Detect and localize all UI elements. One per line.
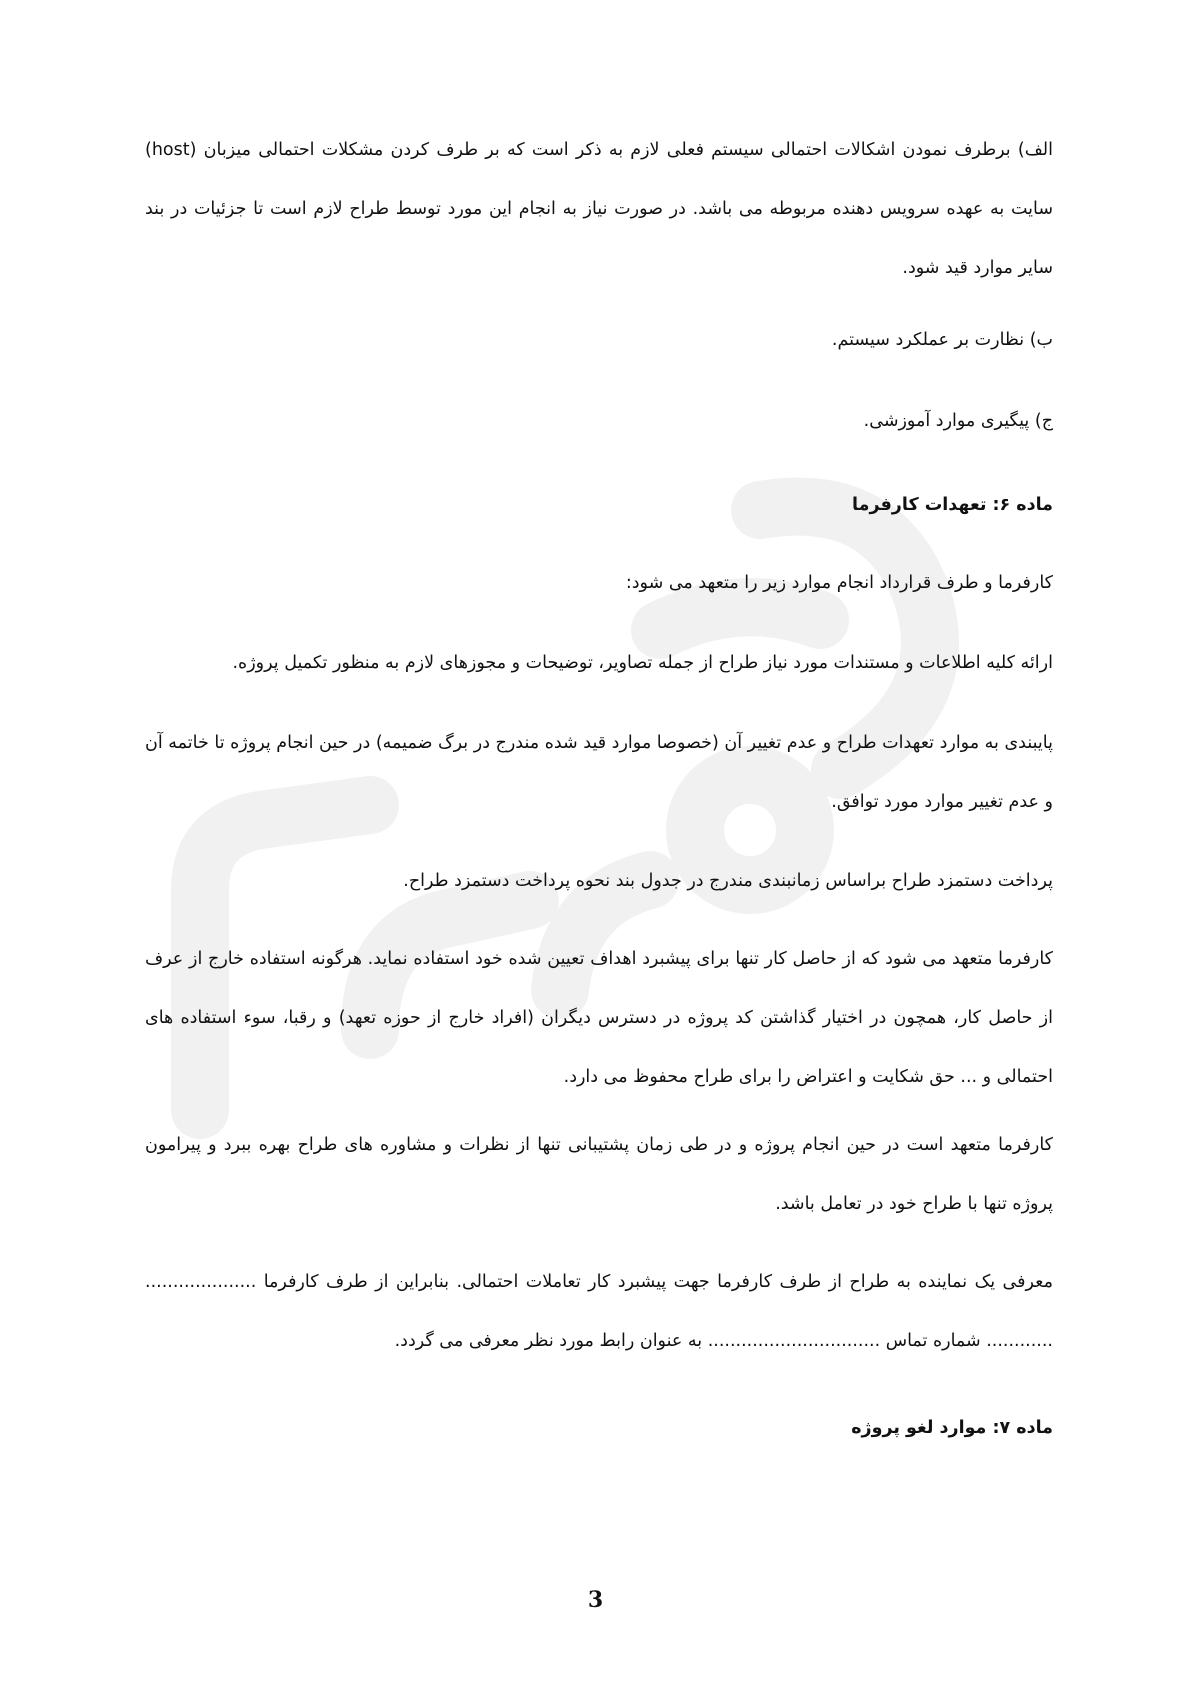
paragraph-payment: پرداخت دستمزد طراح براساس زمانبندی مندرج در جدول بند نحوه پرداخت دستمزد طراح. bbox=[403, 871, 1053, 891]
paragraph-consultation: کارفرما متعهد است در حین انجام پروژه و در طی زمان پشتیبانی تنها از نظرات و مشاوره های طراح بهره ببرد و پیرامون پروژه تنها با طراح خود در تعامل باشد. bbox=[145, 1135, 1053, 1214]
heading-article-6: ماده ۶: تعهدات کارفرما bbox=[852, 495, 1053, 515]
paragraph-be: ب) نظارت بر عملکرد سیستم. bbox=[831, 330, 1053, 350]
paragraph-provide-info: ارائه کلیه اطلاعات و مستندات مورد نیاز طراح از جمله تصاویر، توضیحات و مجوزهای لازم به منظور تکمیل پروژه. bbox=[232, 653, 1053, 673]
paragraph-alef: الف) برطرف نمودن اشکالات احتمالی سیستم فعلی لازم به ذکر است که بر طرف کردن مشکلات احتمالی میزبان (host) سایت به عهده سرویس دهنده مربوطه می باشد. در صورت نیاز به انجام این مورد توسط طراح لازم است تا جزئیات در بند سایر موارد قید شود. bbox=[145, 140, 1053, 278]
paragraph-jim: ج) پیگیری موارد آموزشی. bbox=[863, 411, 1053, 431]
paragraph-representative: معرفی یک نماینده به طراح از طرف کارفرما جهت پیشبرد کار تعاملات احتمالی. بنابراین از طرف کارفرما .................... ............ شماره تماس ............................... به عنوان رابط مورد نظر معرفی می گردد. bbox=[145, 1272, 1053, 1351]
paragraph-commitment: پایبندی به موارد تعهدات طراح و عدم تغییر آن (خصوصا موارد قید شده مندرج در برگ ضمیمه) در حین انجام پروژه تا خاتمه آن و عدم تغییر موارد مورد توافق. bbox=[145, 733, 1053, 812]
page-number: 3 bbox=[587, 1587, 604, 1613]
paragraph-obligations-intro: کارفرما و طرف قرارداد انجام موارد زیر را متعهد می شود: bbox=[625, 573, 1053, 593]
heading-article-7: ماده ۷: موارد لغو پروژه bbox=[851, 1418, 1053, 1438]
paragraph-usage: کارفرما متعهد می شود که از حاصل کار تنها برای پیشبرد اهداف تعیین شده خود استفاده نماید. هرگونه استفاده خارج از عرف از حاصل کار، همچون در اختیار گذاشتن کد پروژه در دسترس دیگران (افراد خارج از حوزه تعهد) و رقبا، سوء استفاده های احتمالی و ... حق شکایت و اعتراض را برای طراح محفوظ می دارد. bbox=[145, 949, 1053, 1087]
